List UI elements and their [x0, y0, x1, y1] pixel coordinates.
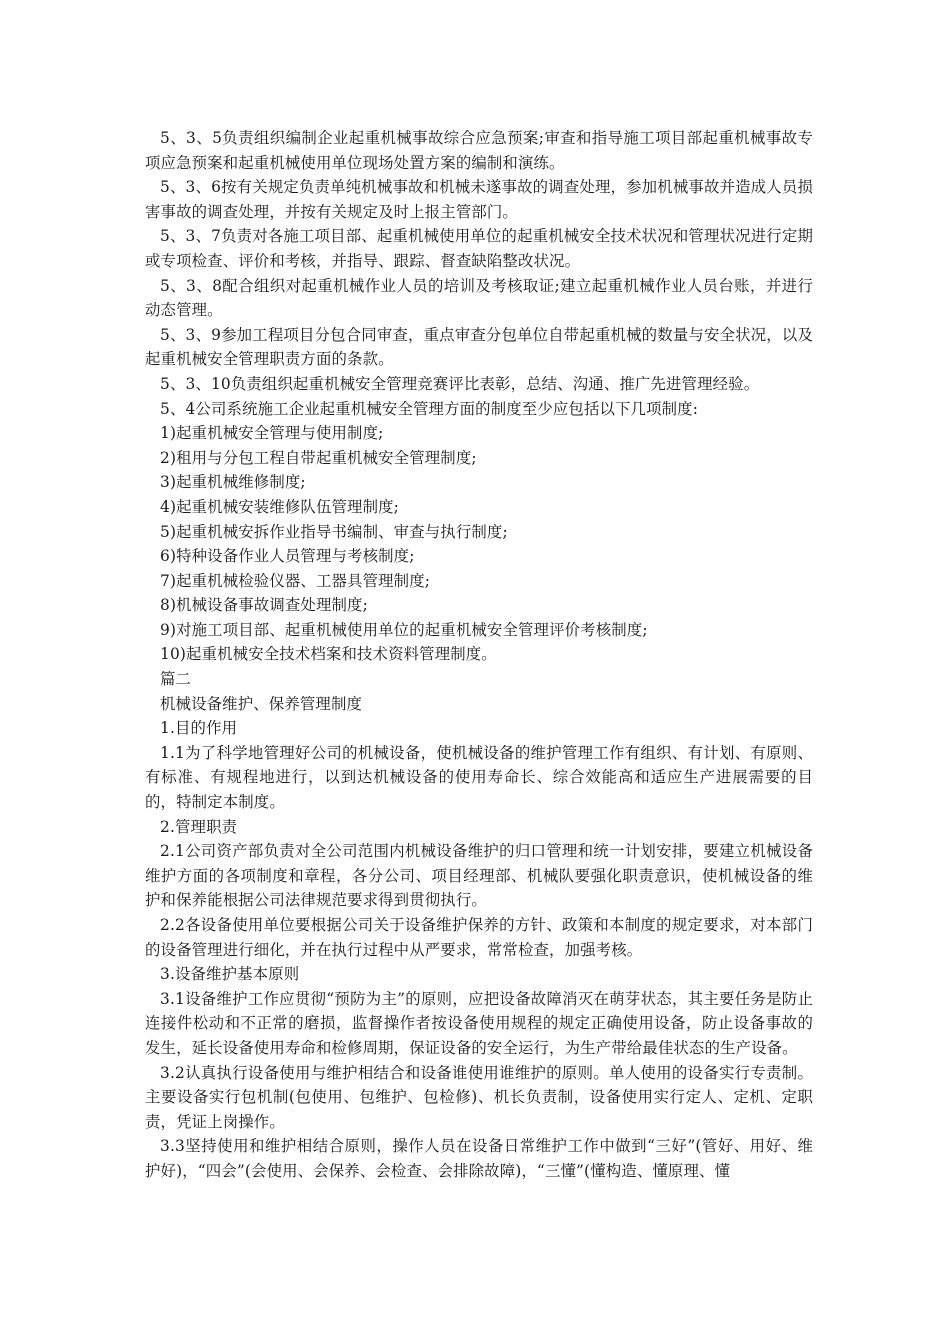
paragraph-clause-5-3-9: 5、3、9参加工程项目分包合同审查，重点审查分包单位自带起重机械的数量与安全状况，以及起重机械安全管理职责方面的条款。: [145, 325, 813, 369]
paragraph-clause-3-2: 3.2认真执行设备使用与维护相结合和设备谁使用谁维护的原则。单人使用的设备实行专责制。主要设备实行包机制(包使用、包维护、包检修)、机长负责制，设备使用实行定人、定机、定职责，凭证上岗操作。: [145, 1063, 813, 1131]
heading-2-responsibilities: 2.管理职责: [160, 817, 238, 836]
paragraph-clause-2-1: 2.1公司资产部负责对全公司范围内机械设备维护的归口管理和统一计划安排，要建立机械设备维护方面的各项制度和章程，各分公司、项目经理部、机械队要强化职责意识，使机械设备的维护和保养能根据公司法律规范要求得到贯彻执行。: [145, 842, 813, 910]
heading-1-purpose: 1.目的作用: [160, 719, 238, 738]
list-item-2: 2)租用与分包工程自带起重机械安全管理制度;: [160, 448, 477, 467]
paragraph-clause-1-1: 1.1为了科学地管理好公司的机械设备，使机械设备的维护管理工作有组织、有计划、有原则、有标准、有规程地进行，以到达机械设备的使用寿命长、综合效能高和适应生产进展需要的目的，特制定本制度。: [145, 743, 813, 812]
heading-3-principles: 3.设备维护基本原则: [160, 965, 300, 984]
paragraph-clause-5-3-5: 5、3、5负责组织编制企业起重机械事故综合应急预案;审查和指导施工项目部起重机械事故专项应急预案和起重机械使用单位现场处置方案的编制和演练。: [145, 129, 813, 172]
list-item-4: 4)起重机械安装维修队伍管理制度;: [160, 497, 400, 516]
list-item-10: 10)起重机械安全技术档案和技术资料管理制度。: [160, 645, 497, 664]
document-body: [145, 126, 813, 1184]
paragraph-clause-5-4: 5、4公司系统施工企业起重机械安全管理方面的制度至少应包括以下几项制度:: [160, 399, 699, 418]
paragraph-clause-5-3-6: 5、3、6按有关规定负责单纯机械事故和机械未遂事故的调查处理，参加机械事故并造成人员损害事故的调查处理，并按有关规定及时上报主管部门。: [145, 178, 813, 221]
section-heading-part-two: 篇二: [160, 670, 192, 689]
list-item-9: 9)对施工项目部、起重机械使用单位的起重机械安全管理评价考核制度;: [160, 620, 648, 639]
paragraph-clause-2-2: 2.2各设备使用单位要根据公司关于设备维护保养的方针、政策和本制度的规定要求，对本部门的设备管理进行细化，并在执行过程中从严要求，常常检查，加强考核。: [145, 916, 813, 959]
list-item-1: 1)起重机械安全管理与使用制度;: [160, 424, 384, 443]
list-item-8: 8)机械设备事故调查处理制度;: [160, 596, 368, 615]
paragraph-clause-5-3-10: 5、3、10负责组织起重机械安全管理竞赛评比表彰，总结、沟通、推广先进管理经验。: [160, 374, 760, 393]
paragraph-clause-3-1: 3.1设备维护工作应贯彻“预防为主”的原则，应把设备故障消灭在萌芽状态，其主要任务是防止连接件松动和不正常的磨损，监督操作者按设备使用规程的规定正确使用设备，防止设备事故的发生，延长设备使用寿命和检修周期，保证设备的安全运行，为生产带给最佳状态的生产设备。: [145, 989, 813, 1057]
list-item-5: 5)起重机械安拆作业指导书编制、审查与执行制度;: [160, 522, 508, 541]
paragraph-clause-3-3: 3.3坚持使用和维护相结合原则，操作人员在设备日常维护工作中做到“三好”(管好、用好、维护好)，“四会”(会使用、会保养、会检查、会排除故障)，“三懂”(懂构造、懂原理、懂: [145, 1137, 813, 1180]
list-item-7: 7)起重机械检验仪器、工器具管理制度;: [160, 571, 431, 590]
paragraph-clause-5-3-7: 5、3、7负责对各施工项目部、起重机械使用单位的起重机械安全技术状况和管理状况进行定期或专项检查、评价和考核，并指导、跟踪、督查缺陷整改状况。: [145, 227, 813, 270]
list-item-3: 3)起重机械维修制度;: [160, 473, 306, 492]
paragraph-clause-5-3-8: 5、3、8配合组织对起重机械作业人员的培训及考核取证;建立起重机械作业人员台账，并进行动态管理。: [145, 276, 813, 320]
list-item-6: 6)特种设备作业人员管理与考核制度;: [160, 547, 415, 566]
document-title: 机械设备维护、保养管理制度: [160, 694, 363, 713]
